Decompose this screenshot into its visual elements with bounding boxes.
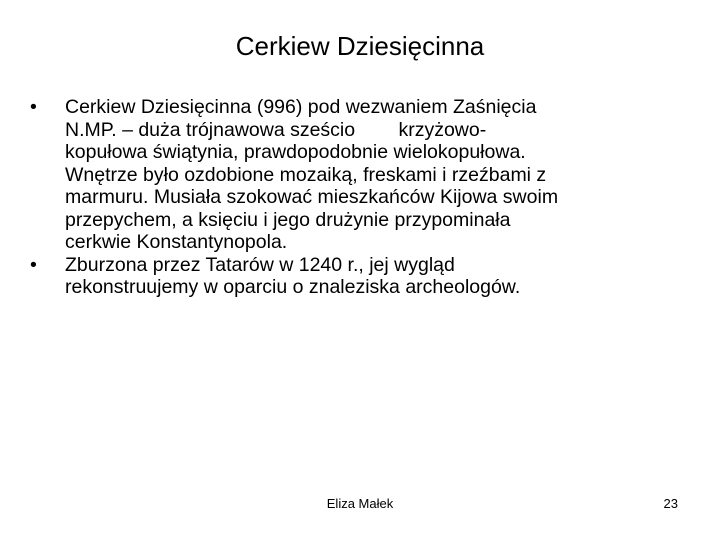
bullet-marker: • bbox=[30, 253, 37, 276]
slide-title: Cerkiew Dziesięcinna bbox=[235, 31, 485, 61]
bullet-item bbox=[30, 254, 710, 299]
footer-author: Eliza Małek bbox=[326, 496, 394, 511]
bullet-line: marmuru. Musiała szokować mieszkańców Kijowa swoim bbox=[65, 186, 559, 208]
bullet-line: Wnętrze było ozdobione mozaiką, freskami i rzeźbami z bbox=[65, 163, 547, 186]
bullet-list bbox=[30, 96, 710, 299]
bullet-line: przepychem, a księciu i jego drużynie przypominała bbox=[65, 208, 511, 231]
bullet-line: Zburzona przez Tatarów w 1240 r., jej wygląd bbox=[65, 253, 455, 276]
bullet-line: rekonstruujemy w oparciu o znaleziska archeologów. bbox=[65, 276, 521, 298]
bullet-item bbox=[30, 96, 710, 254]
bullet-line: cerkwie Konstantynopola. bbox=[65, 231, 288, 253]
bullet-line: Cerkiew Dziesięcinna (996) pod wezwaniem Zaśnięcia bbox=[65, 96, 537, 118]
page-number: 23 bbox=[663, 496, 678, 511]
bullet-marker: • bbox=[30, 96, 37, 118]
bullet-line: N.MP. – duża trójnawowa sześcio krzyżowo- bbox=[65, 118, 487, 141]
bullet-line: kopułowa świątynia, prawdopodobnie wielokopułowa. bbox=[65, 141, 526, 163]
